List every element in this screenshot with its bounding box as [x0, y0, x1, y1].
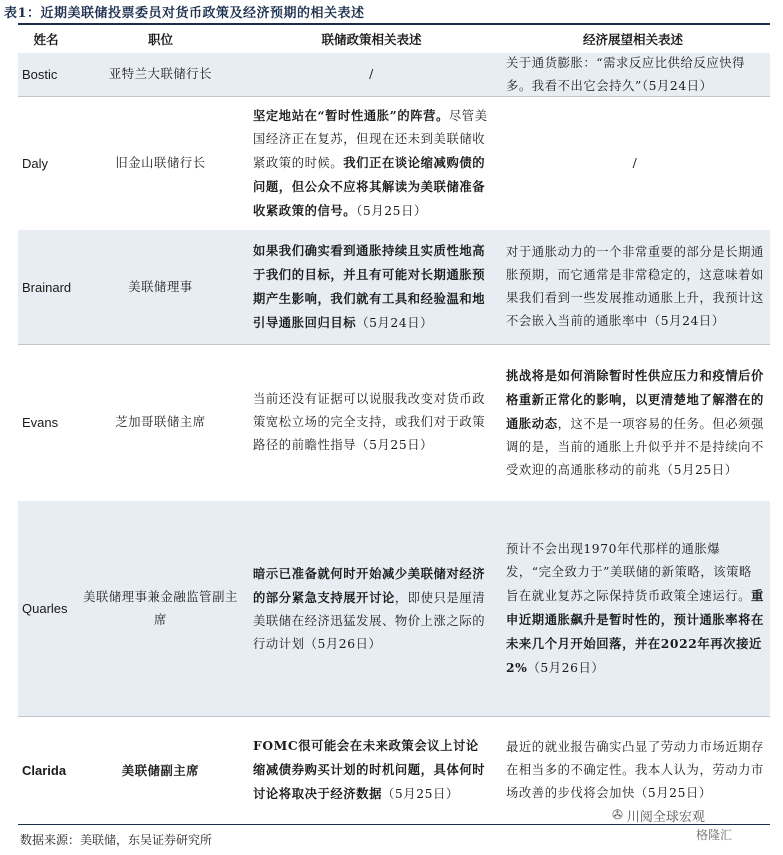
fed-policy-statement — [247, 53, 496, 96]
fed-policy-statement — [247, 344, 496, 501]
statement-segment: （5月26日） — [527, 660, 605, 675]
fed-policy-statement — [247, 96, 496, 230]
official-name: Clarida — [22, 762, 67, 778]
table-row — [18, 230, 770, 345]
header-fed-policy: 联储政策相关表述 — [321, 32, 422, 47]
statement-segment: 我们正在谈论缩减购债的问题，但公众不应将其解读为美联储准备收紧政策的信号。 — [253, 154, 486, 218]
statement-segment: 坚定地站在“暂时性通胀”的阵营。 — [253, 107, 449, 123]
fed-policy-statement — [247, 716, 496, 824]
source-note: 数据来源：美联储，东吴证券研究所 — [20, 833, 213, 847]
economic-outlook-statement — [496, 344, 770, 501]
watermark — [612, 806, 705, 825]
statement-segment: 最近的就业报告确实凸显了劳动力市场近期存在相当多的不确定性。我本人认为，劳动力市场改善的步伐将会加快（5月25日） — [506, 739, 764, 800]
statement-segment: （5月24日） — [356, 316, 434, 330]
official-position: 美联储副主席 — [121, 762, 200, 778]
official-position: 旧金山联储行长 — [115, 155, 206, 170]
statement-segment: 尽管美国经济正在复苏，但现在还未到美联储收紧政策的时候。 — [253, 108, 488, 170]
statement-segment: 对于通胀动力的一个非常重要的部分是长期通胀预期，而它通常是非常稳定的，这意味着如果我们看到一些发展推动通胀上升，我预计这不会嵌入当前的通胀率中（5月24日） — [506, 245, 764, 328]
economic-outlook-statement — [496, 53, 770, 96]
table-row — [18, 344, 770, 502]
statement-segment: ，即使只是厘清美联储在经济迅猛发展、物价上涨之际的行动计划（5月26日） — [253, 590, 486, 651]
official-name: Evans — [22, 415, 59, 430]
official-name: Quarles — [22, 601, 68, 616]
official-position: 芝加哥联储主席 — [115, 415, 206, 429]
statement-segment: / — [369, 67, 374, 81]
statement-segment: / — [632, 155, 638, 170]
table-row — [18, 53, 770, 97]
official-name: Bostic — [22, 67, 58, 82]
statement-segment: 预计不会出现1970年代那样的通胀爆发，“完全致力于”美联储的新策略，该策略旨在就业复苏之际保持货币政策全速运行。 — [506, 541, 752, 603]
official-position: 美联储理事 — [128, 279, 193, 294]
watermark-text: 川阅全球宏观 — [626, 810, 705, 825]
statement-segment: （5月25日） — [381, 787, 459, 801]
statement-segment: 挑战将是如何消除暂时性供应压力和疫情后价格重新正常化的影响，以更清楚地了解潜在的通胀动态 — [506, 367, 764, 431]
header-economic-outlook: 经济展望相关表述 — [582, 32, 683, 47]
header-name: 姓名 — [33, 32, 59, 47]
wechat-icon: ✇ — [612, 808, 623, 823]
economic-outlook-statement — [496, 96, 770, 230]
statement-segment: 如果我们确实看到通胀持续且实质性地高于我们的目标，并且有可能对长期通胀预期产生影响，我们就有工具和经验温和地引导通胀回归目标 — [253, 243, 486, 330]
table-row — [18, 501, 770, 717]
statement-segment: ，这不是一项容易的任务。但必须强调的是，当前的通胀上升似乎并不是持续向不受欢迎的高通胀移动的前兆（5月25日） — [506, 416, 764, 477]
statement-segment: FOMC很可能会在未来政策会议上讨论缩减债券购买计划的时机问题，具体何时讨论将取决于经济数据 — [253, 738, 486, 801]
watermark-logo: 格隆汇 — [696, 828, 733, 842]
table-row — [18, 96, 770, 231]
official-position: 美联储理事兼金融监管副主席 — [83, 589, 238, 627]
statement-segment: 当前还没有证据可以说服我改变对货币政策宽松立场的完全支持，或我们对于政策路径的前瞻性指导（5月25日） — [253, 392, 486, 452]
statement-segment: 关于通货膨胀：“需求反应比供给反应快得多。我看不出它会持久”（5月24日） — [506, 55, 746, 93]
official-name: Brainard — [22, 279, 72, 295]
header-position: 职位 — [147, 32, 173, 47]
economic-outlook-statement — [496, 230, 770, 344]
official-position: 亚特兰大联储行长 — [108, 67, 213, 81]
fed-policy-statement — [247, 230, 496, 344]
statement-segment: 暗示已准备就何时开始减少美联储对经济的部分紧急支持展开讨论 — [253, 565, 486, 605]
economic-outlook-statement — [496, 501, 770, 716]
fed-policy-statement — [247, 501, 496, 716]
table-title: 表1：近期美联储投票委员对货币政策及经济预期的相关表述 — [4, 6, 365, 21]
statement-segment: 重申近期通胀飙升是暂时性的，预计通胀率将在未来几个月开始回落，并在2022年再次接近2% — [506, 587, 764, 675]
statement-segment: （5月25日） — [356, 203, 427, 218]
table-header — [18, 25, 770, 54]
official-name: Daly — [22, 155, 49, 171]
